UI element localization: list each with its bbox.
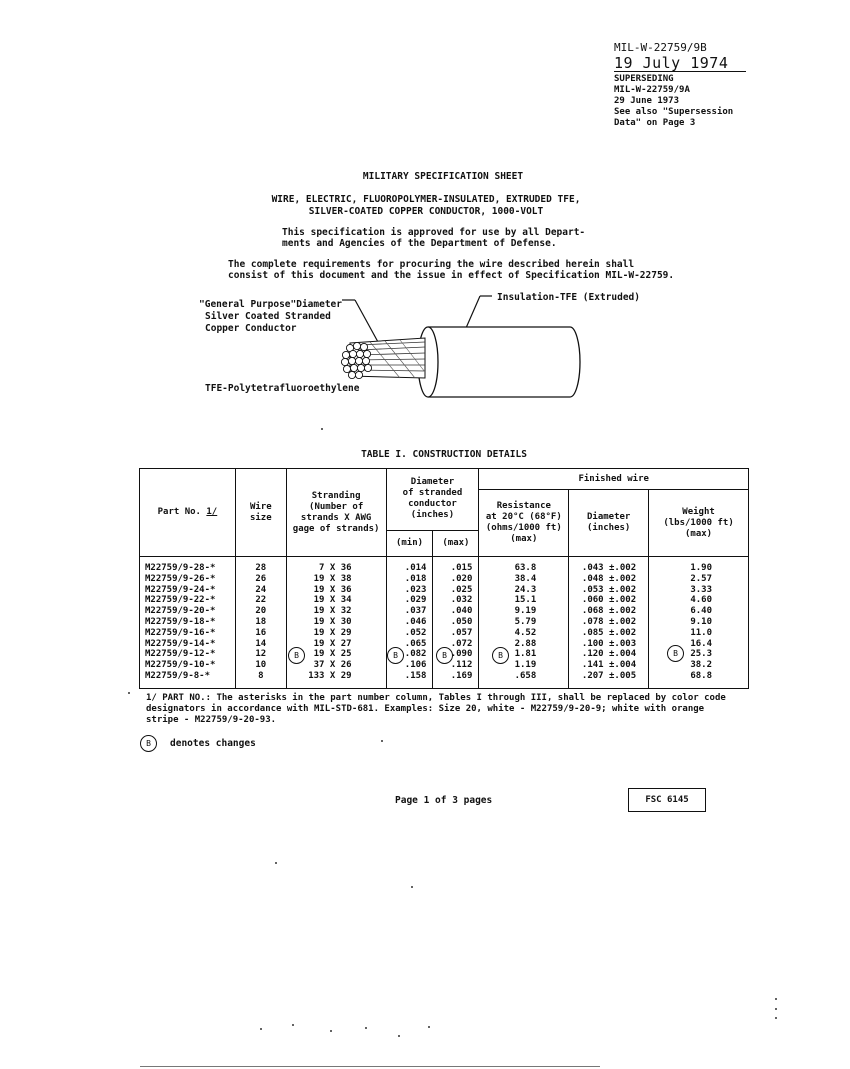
stranding-column: [286, 557, 386, 689]
footnote-line-2: designators in accordance with MIL-STD-681. Examples: Size 20, white - M22759/9-20-9; white with orange: [146, 704, 705, 714]
dia-min-column: [386, 557, 433, 689]
finished-diameter-cell: .068 ±.002: [581, 606, 637, 617]
stranding-cell: 19 X 30: [313, 616, 352, 627]
finished-diameter-cell: .141 ±.004: [581, 660, 637, 671]
dia-min-cell: .023: [404, 584, 427, 595]
dia-max-cell: .090: [450, 649, 473, 660]
dia-max-cell: .169: [450, 670, 473, 681]
stranding-cell: 133 X 29: [308, 670, 352, 681]
dia-min-cell: .029: [404, 595, 427, 606]
resistance-cell: 5.79: [514, 616, 537, 627]
wire-size-cell: 28: [255, 563, 267, 573]
scan-speck: [321, 428, 323, 430]
stranding-cell: 19 X 38: [313, 573, 352, 584]
finished-diameter-cell: .060 ±.002: [581, 595, 637, 606]
diameter-header-2: of stranded: [402, 488, 463, 498]
dia-max-cell: .015: [450, 563, 473, 573]
scan-speck: [128, 692, 130, 694]
changes-legend-marker: B: [140, 735, 157, 752]
weight-header-3: (max): [685, 528, 713, 539]
finished-diameter-column: [569, 557, 649, 689]
wire-diagram: [330, 290, 600, 400]
weight-cell: 16.4: [690, 638, 712, 649]
stranding-header: [286, 469, 386, 557]
stranding-cell: 19 X 36: [313, 584, 352, 595]
stranding-cell: 7 X 36: [319, 563, 352, 573]
diameter-min-header: (min): [386, 531, 433, 557]
document-title: MILITARY SPECIFICATION SHEET: [362, 171, 524, 182]
weight-cell: 4.60: [690, 595, 712, 606]
scan-speck: [428, 1026, 430, 1028]
part-number-cell: M22759/9-26-*: [145, 573, 216, 584]
finished-wire-header: Finished wire: [479, 469, 749, 490]
weight-cell: 38.2: [690, 660, 712, 671]
wire-size-cell: 22: [255, 595, 267, 606]
weight-cell: 3.33: [690, 584, 712, 595]
weight-cell: 9.10: [690, 616, 712, 627]
part-number-cell: M22759/9-10-*: [145, 660, 216, 671]
dia-min-cell: .018: [404, 573, 427, 584]
change-marker-dia-min: B: [387, 647, 404, 664]
weight-cell: 25.3: [690, 649, 712, 660]
stranding-cell: 19 X 29: [313, 627, 352, 638]
dia-max-cell: .040: [450, 606, 473, 617]
scan-speck: [775, 1008, 777, 1010]
scan-speck: [775, 1017, 777, 1019]
wire-size-cell: 12: [255, 649, 267, 660]
finished-diameter-cell: .085 ±.002: [581, 627, 637, 638]
dia-min-cell: .082: [404, 649, 427, 660]
insulation-leader-line-diagonal: [466, 296, 480, 328]
wire-size-cell: 10: [255, 660, 267, 671]
part-number-column: [140, 557, 236, 689]
scan-speck: [365, 1027, 367, 1029]
diameter-header: [386, 469, 479, 531]
resistance-header-2: at 20°C (68°F): [485, 512, 562, 522]
change-marker-dia-max: B: [436, 647, 453, 664]
dia-max-cell: .025: [450, 584, 473, 595]
tfe-label: TFE-Polytetrafluoroethylene: [205, 383, 360, 394]
part-number-cell: M22759/9-8-*: [145, 670, 211, 681]
requirements-line-1: The complete requirements for procuring the wire described herein shall: [228, 259, 635, 270]
dia-min-cell: .046: [404, 616, 427, 627]
weight-cell: 1.90: [690, 563, 712, 573]
superseded-date: 29 June 1973: [614, 96, 680, 106]
superseded-spec: MIL-W-22759/9A: [614, 85, 690, 95]
dia-min-cell: .037: [404, 606, 427, 617]
part-number-cell: M22759/9-12-*: [145, 649, 216, 660]
subtitle-line-1: WIRE, ELECTRIC, FLUOROPOLYMER-INSULATED, EXTRUDED TFE,: [271, 194, 581, 205]
spec-date: 19 July 1974: [614, 54, 729, 72]
dia-max-cell: .020: [450, 573, 473, 584]
weight-cell: 68.8: [690, 670, 712, 681]
conductor-label-2: Silver Coated Stranded: [205, 311, 331, 322]
approval-line-1: This specification is approved for use by all Depart-: [282, 227, 586, 238]
part-no-header: [140, 469, 236, 557]
dia-max-cell: .112: [450, 660, 473, 671]
resistance-header: [479, 490, 569, 557]
superseding-label: SUPERSEDING: [614, 74, 674, 84]
wire-size-cell: 26: [255, 573, 267, 584]
stranding-cell: 19 X 32: [313, 606, 352, 617]
change-marker-weight: B: [667, 645, 684, 662]
weight-cell: 2.57: [690, 573, 712, 584]
dia-min-cell: .052: [404, 627, 427, 638]
dia-min-cell: .106: [404, 660, 427, 671]
see-also-line-1: See also "Supersession: [614, 107, 734, 117]
wire-size-cell: 18: [255, 616, 267, 627]
dia-max-cell: .072: [450, 638, 473, 649]
finished-diameter-cell: .100 ±.003: [581, 638, 637, 649]
resistance-cell: 63.8: [514, 563, 537, 573]
resistance-cell: .658: [514, 670, 537, 681]
stranding-cell: 19 X 34: [313, 595, 352, 606]
finished-diameter-cell: .120 ±.004: [581, 649, 637, 660]
part-number-cell: M22759/9-24-*: [145, 584, 216, 595]
finished-diameter-header: [569, 490, 649, 557]
scan-speck: [330, 1030, 332, 1032]
wire-size-cell: 16: [255, 627, 267, 638]
scan-speck: [292, 1024, 294, 1026]
diameter-max-header: (max): [433, 531, 479, 557]
scan-speck: [381, 740, 383, 742]
finished-diameter-header-2: (inches): [587, 523, 631, 533]
spec-number: MIL-W-22759/9B: [614, 41, 707, 54]
finished-diameter-cell: .207 ±.005: [581, 670, 637, 681]
stranding-header-2: (Number of: [309, 501, 364, 512]
wire-size-column: [235, 557, 286, 689]
wire-size-cell: 8: [258, 670, 264, 681]
resistance-cell: 1.81: [514, 649, 537, 660]
changes-legend-text: denotes changes: [170, 738, 256, 749]
resistance-cell: 2.88: [514, 638, 537, 649]
weight-header-1: Weight: [682, 506, 715, 517]
wire-size-header: [235, 469, 286, 557]
part-number-cell: M22759/9-18-*: [145, 616, 216, 627]
resistance-header-4: (max): [510, 534, 538, 544]
finished-diameter-cell: .053 ±.002: [581, 584, 637, 595]
weight-column: [649, 557, 749, 689]
weight-header: [649, 490, 749, 557]
wire-size-header-1: Wire: [249, 501, 272, 512]
part-no-footnote-ref: 1/: [206, 507, 218, 517]
footnote-line-3: stripe - M22759/9-20-93.: [146, 715, 277, 725]
weight-header-2: (lbs/1000 ft): [663, 517, 734, 528]
resistance-cell: 24.3: [514, 584, 537, 595]
stranding-header-4: gage of strands): [292, 523, 380, 534]
subtitle-line-2: SILVER-COATED COPPER CONDUCTOR, 1000-VOLT: [308, 206, 544, 217]
resistance-cell: 1.19: [514, 660, 537, 671]
part-no-header-text: Part No.: [157, 507, 201, 517]
conductor-label-3: Copper Conductor: [205, 323, 297, 334]
scan-speck: [275, 862, 277, 864]
resistance-header-3: (ohms/1000 ft): [485, 523, 562, 533]
part-number-cell: M22759/9-20-*: [145, 606, 216, 617]
wire-size-cell: 14: [255, 638, 267, 649]
weight-cell: 11.0: [690, 627, 712, 638]
part-number-cell: M22759/9-16-*: [145, 627, 216, 638]
insulation-label: Insulation-TFE (Extruded): [497, 292, 640, 303]
table-caption: TABLE I. CONSTRUCTION DETAILS: [361, 449, 527, 460]
scan-speck: [775, 998, 777, 1000]
change-marker-stranding: B: [288, 647, 305, 664]
part-number-cell: M22759/9-28-*: [145, 563, 216, 573]
weight-cell: 6.40: [690, 606, 712, 617]
stranding-cell: 19 X 25: [313, 649, 352, 660]
part-number-cell: M22759/9-14-*: [145, 638, 216, 649]
stranding-cell: 37 X 26: [313, 660, 352, 671]
scan-speck: [260, 1028, 262, 1030]
part-number-cell: M22759/9-22-*: [145, 595, 216, 606]
wire-size-cell: 24: [255, 584, 267, 595]
stranding-header-1: Stranding: [311, 490, 361, 501]
diameter-header-3: conductor: [408, 499, 457, 509]
diameter-header-4: (inches): [410, 510, 455, 520]
approval-line-2: ments and Agencies of the Department of Defense.: [282, 238, 557, 249]
dia-max-column: [433, 557, 479, 689]
dia-max-cell: .032: [450, 595, 473, 606]
resistance-cell: 9.19: [514, 606, 537, 617]
resistance-cell: 38.4: [514, 573, 537, 584]
header-divider: [614, 71, 746, 72]
see-also-line-2: Data" on Page 3: [614, 118, 696, 128]
finished-diameter-cell: .048 ±.002: [581, 573, 637, 584]
footnote-line-1: 1/ PART NO.: The asterisks in the part number column, Tables I through III, shall be replaced by color code: [146, 693, 726, 703]
bottom-edge-line: [140, 1066, 600, 1067]
change-marker-resistance: B: [492, 647, 509, 664]
dia-min-cell: .065: [404, 638, 427, 649]
insulation-jacket: [428, 327, 580, 397]
dia-max-cell: .050: [450, 616, 473, 627]
stranding-cell: 19 X 27: [313, 638, 352, 649]
diameter-header-1: Diameter: [410, 477, 455, 487]
finished-diameter-header-1: Diameter: [587, 512, 631, 522]
dia-min-cell: .158: [404, 670, 427, 681]
resistance-cell: 15.1: [514, 595, 537, 606]
resistance-cell: 4.52: [514, 627, 537, 638]
resistance-header-1: Resistance: [496, 501, 551, 511]
dia-max-cell: .057: [450, 627, 473, 638]
scan-speck: [411, 886, 413, 888]
dia-min-cell: .014: [404, 563, 427, 573]
fsc-code-box: FSC 6145: [628, 788, 706, 812]
requirements-line-2: consist of this document and the issue in effect of Specification MIL-W-22759.: [228, 270, 675, 281]
stranding-header-3: strands X AWG: [300, 512, 372, 523]
page-number: Page 1 of 3 pages: [395, 795, 493, 806]
finished-diameter-cell: .043 ±.002: [581, 563, 637, 573]
conductor-leader-line-diagonal: [355, 300, 378, 342]
finished-diameter-cell: .078 ±.002: [581, 616, 637, 627]
scan-speck: [398, 1035, 400, 1037]
resistance-column: [479, 557, 569, 689]
wire-size-cell: 20: [255, 606, 267, 617]
wire-size-header-2: size: [249, 512, 272, 523]
conductor-label-1: "General Purpose"Diameter: [199, 299, 342, 310]
